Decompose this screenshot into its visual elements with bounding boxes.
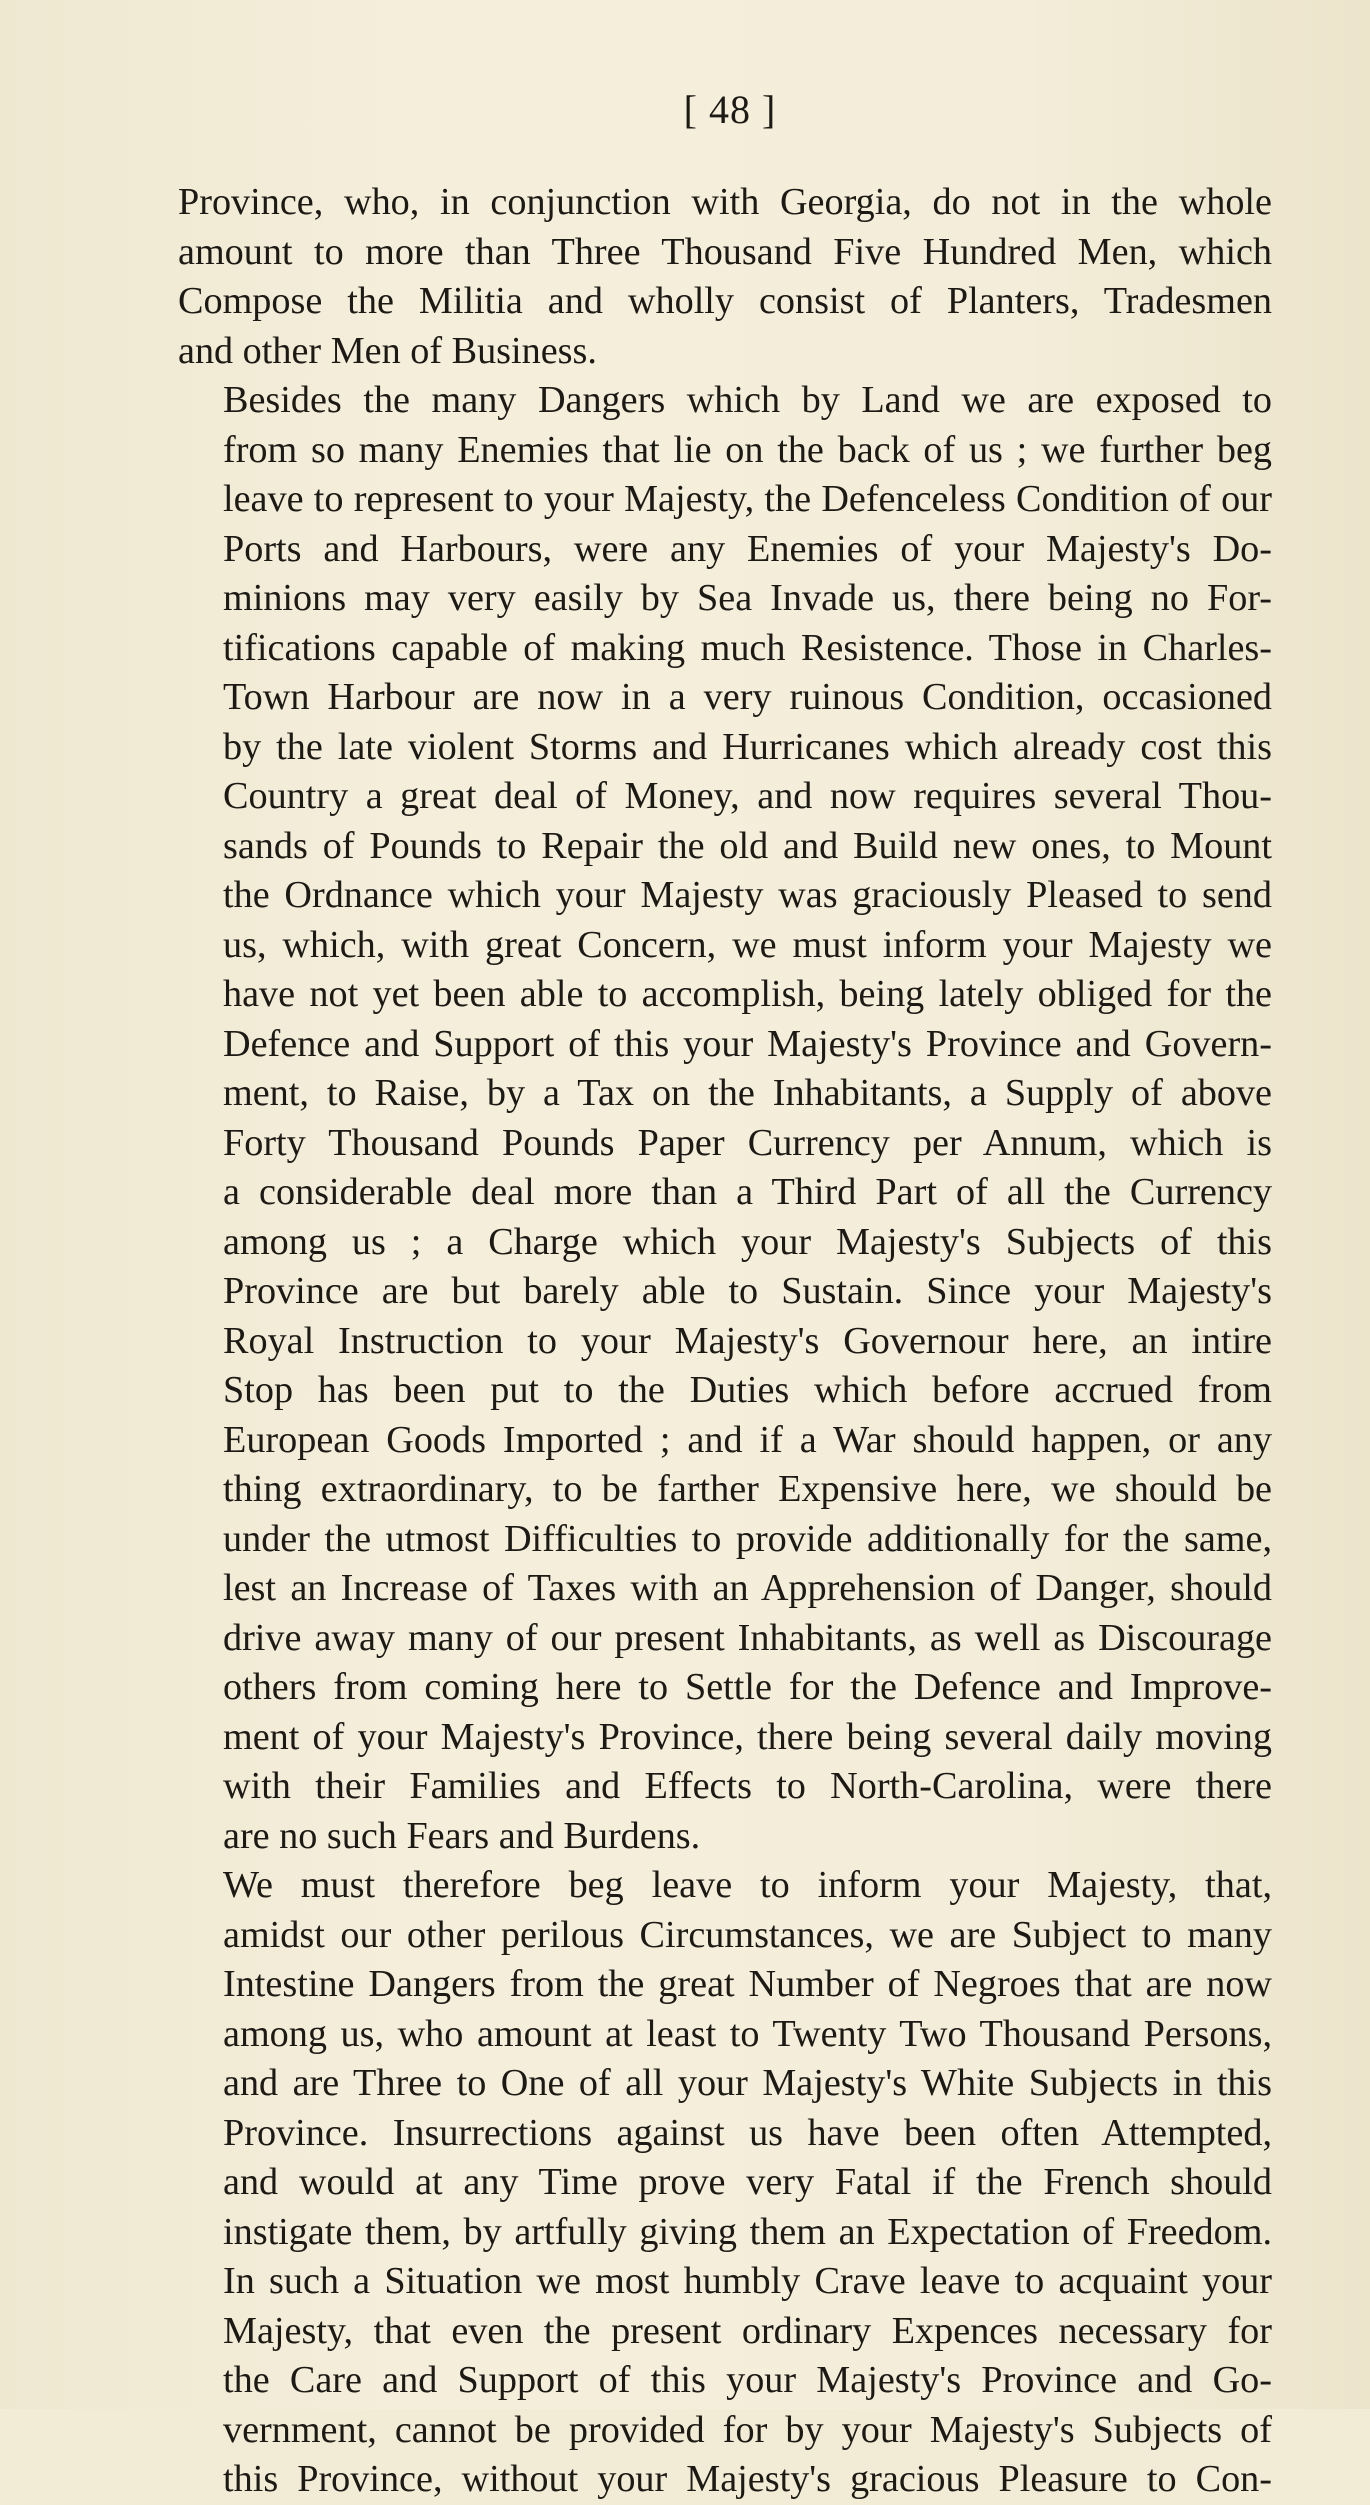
text-line: and other Men of Business. <box>178 329 597 372</box>
page-number: [ 48 ] <box>683 87 777 132</box>
text-line: under the utmost Difficulties to provide additionally for the same, <box>223 1517 1272 1560</box>
text-line: Province, who, in conjunction with Georgia, do not in the whole <box>178 181 1272 223</box>
text-line: Royal Instruction to your Majesty's Governour here, an intire <box>223 1319 1272 1362</box>
text-line: vernment, cannot be provided for by your Majesty's Subjects of <box>223 2408 1272 2451</box>
text-line: among us, who amount at least to Twenty Two Thousand Persons, <box>223 2012 1272 2055</box>
text-line: Country a great deal of Money, and now requires several Thou- <box>223 775 1272 817</box>
paragraph-3 <box>178 1861 1272 2505</box>
paragraph-2 <box>178 376 1272 1861</box>
text-line: by the late violent Storms and Hurricanes which already cost this <box>223 725 1272 768</box>
text-line: Besides the many Dangers which by Land we are exposed to <box>223 379 1272 421</box>
text-line: leave to represent to your Majesty, the Defenceless Condition of our <box>223 478 1272 520</box>
text-line: amidst our other perilous Circumstances, we are Subject to many <box>223 1913 1272 1956</box>
text-line: have not yet been able to accomplish, being lately obliged for the <box>223 973 1272 1015</box>
text-line: Town Harbour are now in a very ruinous Condition, occasioned <box>223 676 1272 718</box>
text-line: Ports and Harbours, were any Enemies of your Majesty's Do- <box>223 527 1272 570</box>
body-text <box>178 178 1272 2505</box>
text-line: are no such Fears and Burdens. <box>223 1814 701 1857</box>
text-line: the Care and Support of this your Majesty's Province and Go- <box>223 2359 1272 2401</box>
text-line: Province are but barely able to Sustain. Since your Majesty's <box>223 1270 1272 1312</box>
paragraph-1 <box>178 178 1272 376</box>
text-line: Defence and Support of this your Majesty's Province and Govern- <box>223 1022 1272 1065</box>
text-line: with their Families and Effects to North-Carolina, were there <box>223 1765 1272 1807</box>
text-line: us, which, with great Concern, we must inform your Majesty we <box>223 923 1272 966</box>
text-line: the Ordnance which your Majesty was graciously Pleased to send <box>223 874 1272 916</box>
text-line: We must therefore beg leave to inform your Majesty, that, <box>223 1864 1272 1906</box>
text-line: Majesty, that even the present ordinary Expences necessary for <box>223 2309 1272 2352</box>
text-line: and are Three to One of all your Majesty's White Subjects in this <box>223 2062 1272 2104</box>
text-line: ment, to Raise, by a Tax on the Inhabitants, a Supply of above <box>223 1072 1272 1114</box>
text-line: amount to more than Three Thousand Five Hundred Men, which <box>178 230 1272 273</box>
text-line: Intestine Dangers from the great Number of Negroes that are now <box>223 1963 1272 2005</box>
text-line: others from coming here to Settle for the Defence and Improve- <box>223 1666 1272 1708</box>
text-line: tifications capable of making much Resistence. Those in Charles- <box>223 626 1272 669</box>
text-line: sands of Pounds to Repair the old and Build new ones, to Mount <box>223 824 1272 867</box>
text-line: instigate them, by artfully giving them an Expectation of Freedom. <box>223 2210 1272 2253</box>
text-line: Forty Thousand Pounds Paper Currency per Annum, which is <box>223 1121 1272 1164</box>
text-line: and would at any Time prove very Fatal if the French should <box>223 2161 1272 2203</box>
text-line: among us ; a Charge which your Majesty's Subjects of this <box>223 1220 1272 1263</box>
text-line: In such a Situation we most humbly Crave leave to acquaint your <box>223 2260 1272 2302</box>
text-line: ment of your Majesty's Province, there being several daily moving <box>223 1715 1272 1758</box>
text-line: thing extraordinary, to be farther Expensive here, we should be <box>223 1468 1272 1510</box>
text-line: from so many Enemies that lie on the back of us ; we further beg <box>223 428 1272 471</box>
text-line: lest an Increase of Taxes with an Apprehension of Danger, should <box>223 1567 1272 1609</box>
text-line: Stop has been put to the Duties which before accrued from <box>223 1369 1272 1411</box>
text-line: a considerable deal more than a Third Part of all the Currency <box>223 1171 1272 1213</box>
text-line: Compose the Militia and wholly consist of Planters, Tradesmen <box>178 280 1272 322</box>
text-line: Province. Insurrections against us have been often Attempted, <box>223 2111 1272 2154</box>
text-line: drive away many of our present Inhabitants, as well as Discourage <box>223 1616 1272 1659</box>
text-line: this Province, without your Majesty's gracious Pleasure to Con- <box>223 2458 1272 2500</box>
text-line: European Goods Imported ; and if a War should happen, or any <box>223 1418 1272 1461</box>
text-line: minions may very easily by Sea Invade us, there being no For- <box>223 577 1272 619</box>
